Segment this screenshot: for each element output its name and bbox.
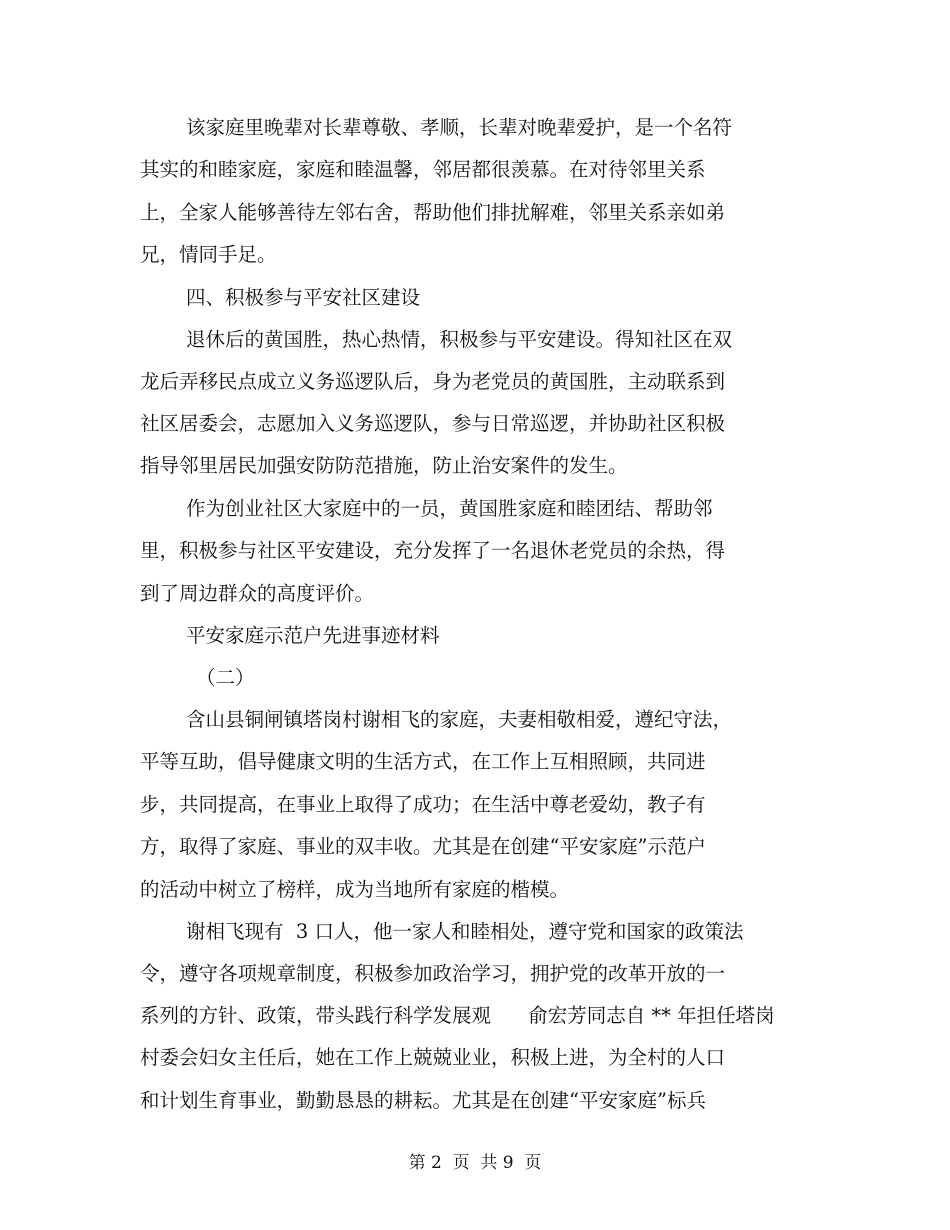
paragraph-line: 和计划生育事业，勤勤恳恳的耕耘。尤其是在创建“平安家庭”标兵 bbox=[140, 1089, 706, 1112]
paragraph-line: 到了周边群众的高度评价。 bbox=[140, 582, 375, 605]
page-footer: 第 2 页 共 9 页 bbox=[408, 1153, 542, 1173]
paragraph-line: 里，积极参与社区平安建设，充分发挥了一名退休老党员的余热，得 bbox=[140, 539, 726, 562]
paragraph-line: 村委会妇女主任后，她在工作上兢兢业业，积极上进，为全村的人口 bbox=[140, 1046, 726, 1069]
paragraph-line: 步，共同提高，在事业上取得了成功；在生活中尊老爱幼，教子有 bbox=[140, 793, 706, 816]
document-subtitle: （二） bbox=[196, 666, 255, 689]
paragraph-line: 该家庭里晚辈对长辈尊敬、孝顺，长辈对晚辈爱护，是一个名符 bbox=[186, 116, 733, 139]
paragraph-line: 的活动中树立了榜样，成为当地所有家庭的楷模。 bbox=[140, 878, 570, 901]
paragraph-line: 龙后弄移民点成立义务巡逻队后，身为老党员的黄国胜，主动联系到 bbox=[140, 370, 726, 393]
paragraph-line: 其实的和睦家庭，家庭和睦温馨，邻居都很羡慕。在对待邻里关系 bbox=[140, 158, 706, 181]
paragraph-line: 指导邻里居民加强安防防范措施，防止治安案件的发生。 bbox=[140, 454, 628, 477]
paragraph-line: 方，取得了家庭、事业的双丰收。尤其是在创建“平安家庭”示范户 bbox=[140, 835, 706, 858]
paragraph-line: 作为创业社区大家庭中的一员，黄国胜家庭和睦团结、帮助邻 bbox=[186, 497, 713, 520]
paragraph-line: 社区居委会，志愿加入义务巡逻队，参与日常巡逻，并协助社区积极 bbox=[140, 412, 726, 435]
section-heading: 四、积极参与平安社区建设 bbox=[186, 286, 421, 309]
document-title: 平安家庭示范户先进事迹材料 bbox=[186, 624, 440, 647]
paragraph-line: 平等互助，倡导健康文明的生活方式，在工作上互相照顾，共同进 bbox=[140, 750, 706, 773]
paragraph-line: 令，遵守各项规章制度，积极参加政治学习，拥护党的改革开放的一 bbox=[140, 962, 726, 985]
paragraph-line: 系列的方针、政策，带头践行科学发展观 俞宏芳同志自 ** 年担任塔岗 bbox=[140, 1004, 775, 1027]
paragraph-line: 兄，情同手足。 bbox=[140, 243, 277, 266]
paragraph-line: 含山县铜闸镇塔岗村谢相飞的家庭，夫妻相敬相爱，遵纪守法， bbox=[186, 708, 733, 731]
paragraph-line: 退休后的黄国胜，热心热情，积极参与平安建设。得知社区在双 bbox=[186, 328, 733, 351]
paragraph-line: 谢相飞现有 3 口人，他一家人和睦相处，遵守党和国家的政策法 bbox=[186, 920, 744, 943]
paragraph-line: 上，全家人能够善待左邻右舍，帮助他们排扰解难，邻里关系亲如弟 bbox=[140, 201, 726, 224]
